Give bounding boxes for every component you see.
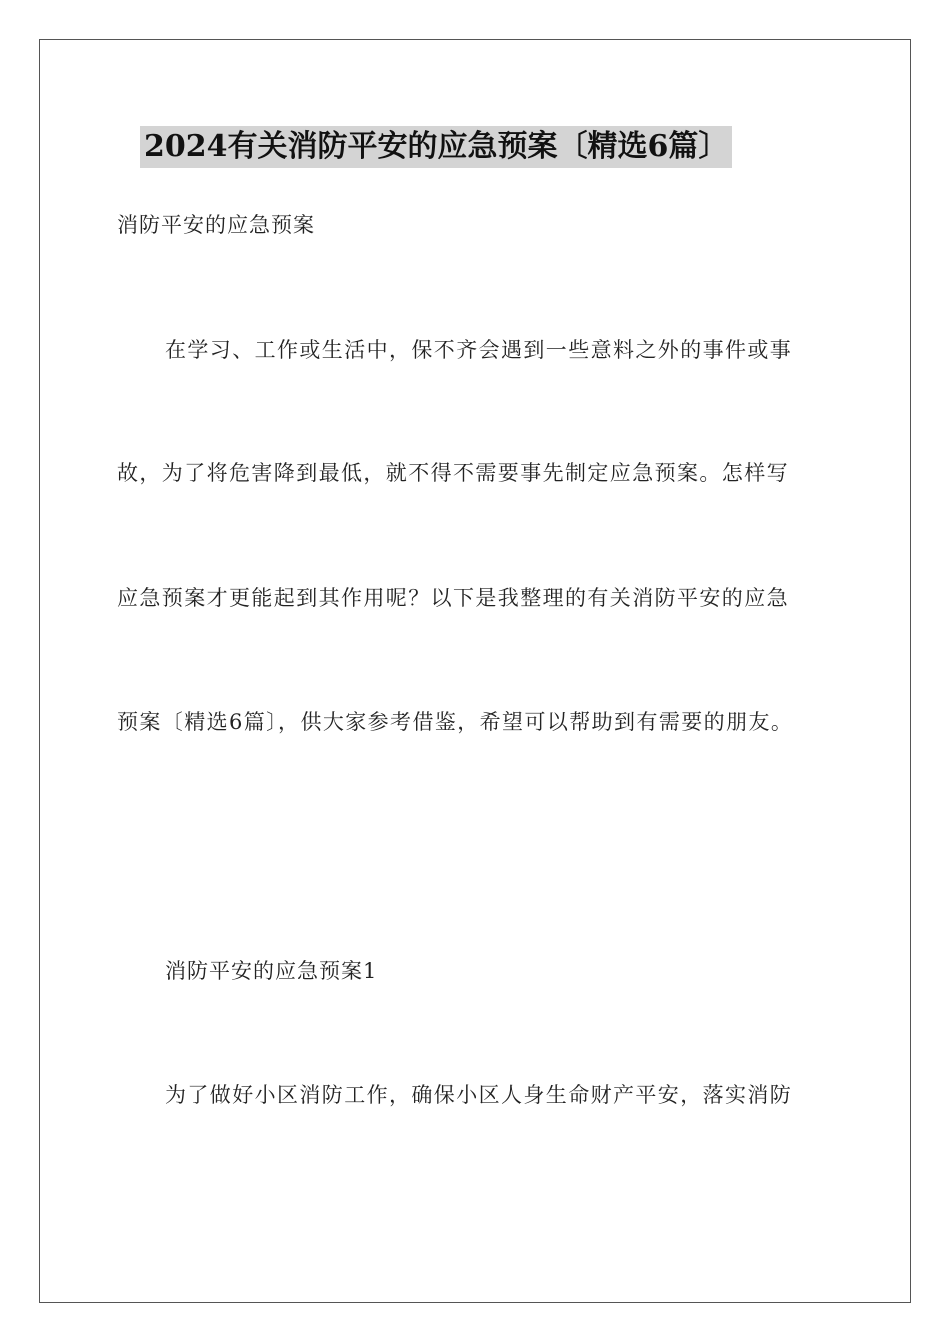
intro-line: 在学习、工作或生活中，保不齐会遇到一些意料之外的事件或事: [165, 338, 793, 362]
document-title: 2024有关消防平安的应急预案〔精选6篇〕: [140, 126, 732, 168]
section-heading: 消防平安的应急预案1: [165, 959, 378, 983]
section-line: 为了做好小区消防工作，确保小区人身生命财产平安，落实消防: [165, 1083, 793, 1107]
intro-line: 故，为了将危害降到最低，就不得不需要事先制定应急预案。怎样写: [117, 461, 789, 485]
document-subtitle: 消防平安的应急预案: [117, 213, 315, 237]
intro-line: 应急预案才更能起到其作用呢？以下是我整理的有关消防平安的应急: [117, 586, 789, 610]
intro-line: 预案〔精选6篇〕，供大家参考借鉴，希望可以帮助到有需要的朋友。: [117, 710, 794, 734]
